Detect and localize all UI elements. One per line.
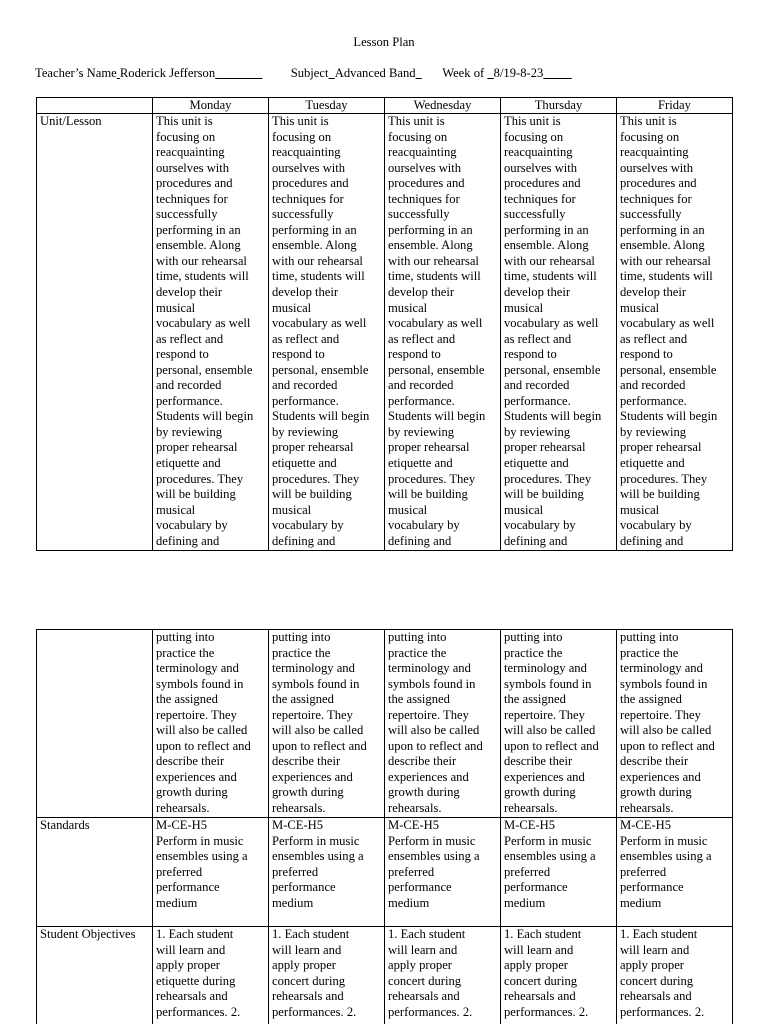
standards-label: Standards bbox=[37, 818, 153, 927]
unit-lesson-continued-row bbox=[37, 630, 733, 818]
standards-monday: M-CE-H5 Perform in music ensembles using a preferred performance medium bbox=[153, 818, 269, 927]
unit-tuesday: This unit is focusing on reacquainting ourselves with procedures and techniques for successfully performing in an ensemble. Along with our rehearsal time, students will develop their musical vocabulary as well as reflect and respond to personal, ensemble and recorded performance. Students will begin by reviewing proper rehearsal etiquette and procedures. They will be building musical vocabulary by defining and bbox=[269, 114, 385, 551]
day-header-row bbox=[37, 98, 733, 114]
page2-clip bbox=[36, 629, 736, 1024]
standards-row bbox=[37, 818, 733, 927]
unit-cont-friday: putting into practice the terminology and symbols found in the assigned repertoire. They will also be called upon to reflect and describe their experiences and growth during rehearsals. bbox=[617, 630, 733, 818]
unit-monday: This unit is focusing on reacquainting ourselves with procedures and techniques for successfully performing in an ensemble. Along with our rehearsal time, students will develop their musical vocabulary as well as reflect and respond to personal, ensemble and recorded performance. Students will begin by reviewing proper rehearsal etiquette and procedures. They will be building musical vocabulary by defining and bbox=[153, 114, 269, 551]
week-value: 8/19-8-23 bbox=[493, 66, 544, 80]
header-line bbox=[35, 66, 572, 81]
teacher-label: Teacher’s Name bbox=[35, 66, 117, 80]
unit-continued-label bbox=[37, 630, 153, 818]
subject-label: Subject bbox=[290, 66, 329, 80]
unit-cont-wednesday: putting into practice the terminology and symbols found in the assigned repertoire. They will also be called upon to reflect and describe their experiences and growth during rehearsals. bbox=[385, 630, 501, 818]
unit-lesson-row bbox=[37, 114, 733, 551]
unit-cont-tuesday: putting into practice the terminology and symbols found in the assigned repertoire. They will also be called upon to reflect and describe their experiences and growth during rehearsals. bbox=[269, 630, 385, 818]
lesson-table-page2 bbox=[36, 629, 733, 1024]
day-wednesday: Wednesday bbox=[385, 98, 501, 114]
unit-lesson-label: Unit/Lesson bbox=[37, 114, 153, 551]
unit-cont-monday: putting into practice the terminology and symbols found in the assigned repertoire. They will also be called upon to reflect and describe their experiences and growth during rehearsals. bbox=[153, 630, 269, 818]
unit-thursday: This unit is focusing on reacquainting ourselves with procedures and techniques for successfully performing in an ensemble. Along with our rehearsal time, students will develop their musical vocabulary as well as reflect and respond to personal, ensemble and recorded performance. Students will begin by reviewing proper rehearsal etiquette and procedures. They will be building musical vocabulary by defining and bbox=[501, 114, 617, 551]
subject-value: Advanced Band bbox=[334, 66, 416, 80]
lesson-table-page1 bbox=[36, 97, 733, 551]
standards-friday: M-CE-H5 Perform in music ensembles using a preferred performance medium bbox=[617, 818, 733, 927]
standards-tuesday: M-CE-H5 Perform in music ensembles using a preferred performance medium bbox=[269, 818, 385, 927]
document-title: Lesson Plan bbox=[353, 35, 415, 49]
unit-friday: This unit is focusing on reacquainting ourselves with procedures and techniques for successfully performing in an ensemble. Along with our rehearsal time, students will develop their musical vocabulary as well as reflect and respond to personal, ensemble and recorded performance. Students will begin by reviewing proper rehearsal etiquette and procedures. They will be building musical vocabulary by defining and bbox=[617, 114, 733, 551]
objectives-monday: 1. Each student will learn and apply proper etiquette during rehearsals and performances. 2. bbox=[153, 927, 269, 1024]
unit-cont-thursday: putting into practice the terminology and symbols found in the assigned repertoire. They will also be called upon to reflect and describe their experiences and growth during rehearsals. bbox=[501, 630, 617, 818]
teacher-name: Roderick Jefferson bbox=[119, 66, 216, 80]
week-label: Week of bbox=[442, 66, 485, 80]
objectives-thursday: 1. Each student will learn and apply proper concert during rehearsals and performances. 2. bbox=[501, 927, 617, 1024]
day-friday: Friday bbox=[617, 98, 733, 114]
standards-wednesday: M-CE-H5 Perform in music ensembles using a preferred performance medium bbox=[385, 818, 501, 927]
objectives-tuesday: 1. Each student will learn and apply proper concert during rehearsals and performances. 2. bbox=[269, 927, 385, 1024]
objectives-wednesday: 1. Each student will learn and apply proper concert during rehearsals and performances. 2. bbox=[385, 927, 501, 1024]
standards-thursday: M-CE-H5 Perform in music ensembles using a preferred performance medium bbox=[501, 818, 617, 927]
day-monday: Monday bbox=[153, 98, 269, 114]
teacher-blank bbox=[218, 66, 262, 81]
objectives-row bbox=[37, 927, 733, 1024]
objectives-friday: 1. Each student will learn and apply proper concert during rehearsals and performances. 2. bbox=[617, 927, 733, 1024]
corner-cell bbox=[37, 98, 153, 114]
day-tuesday: Tuesday bbox=[269, 98, 385, 114]
unit-wednesday: This unit is focusing on reacquainting ourselves with procedures and techniques for successfully performing in an ensemble. Along with our rehearsal time, students will develop their musical vocabulary as well as reflect and respond to personal, ensemble and recorded performance. Students will begin by reviewing proper rehearsal etiquette and procedures. They will be building musical vocabulary by defining and bbox=[385, 114, 501, 551]
day-thursday: Thursday bbox=[501, 98, 617, 114]
objectives-label: Student Objectives bbox=[37, 927, 153, 1024]
